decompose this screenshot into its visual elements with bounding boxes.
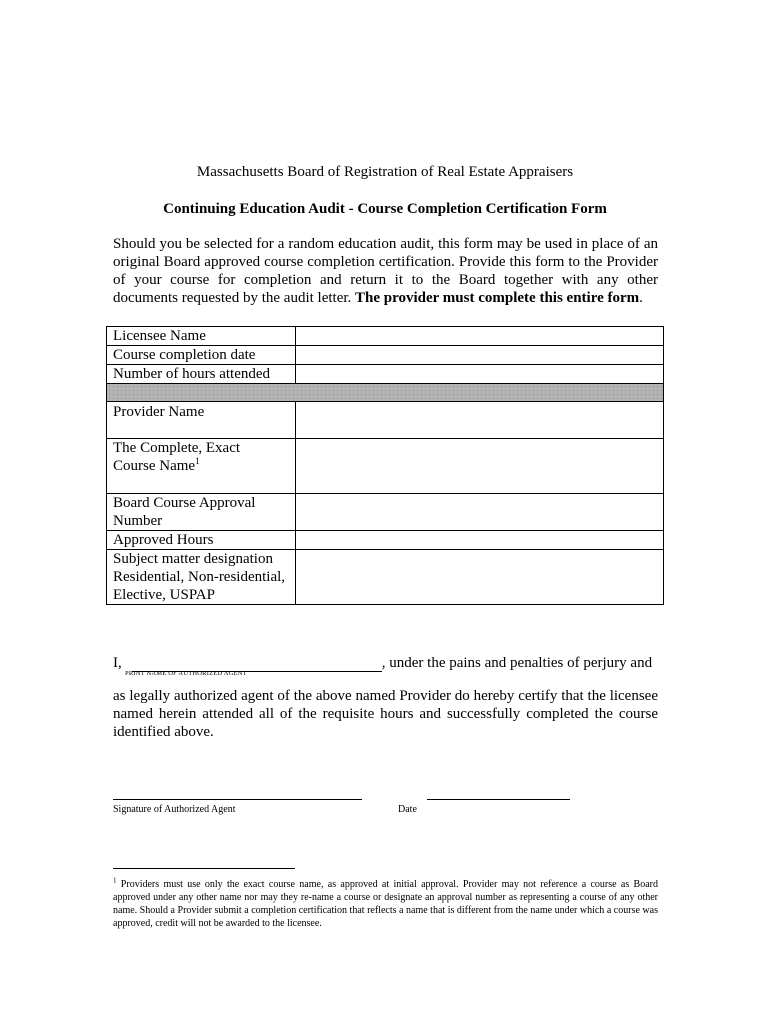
approval-number-line1: Board Course Approval [113, 495, 256, 511]
course-name-footnote-ref: 1 [195, 456, 200, 466]
intro-text: Should you be selected for a random education audit, this form may be used in place of an original Board approved course completion certification. Provide this form to the Provider of your course for completion and return it to the Board together with any other documents requested by the audit letter. [113, 236, 658, 306]
provider-name-field[interactable] [296, 402, 664, 439]
subject-line1: Subject matter designation [113, 551, 273, 567]
intro-paragraph [113, 235, 658, 307]
approval-number-field[interactable] [296, 494, 664, 531]
approval-number-label [107, 494, 296, 531]
licensee-name-field[interactable] [296, 327, 664, 346]
licensee-name-label: Licensee Name [107, 327, 296, 346]
certification-statement [113, 654, 658, 741]
intro-bold-text: The provider must complete this entire form [355, 290, 640, 306]
certification-after-blank: , under the pains and penalties of perjury and [381, 655, 653, 671]
completion-date-label: Course completion date [107, 346, 296, 365]
shaded-divider-row [107, 384, 664, 402]
print-name-caption: PRINT NAME OF AUTHORIZED AGENT [125, 670, 247, 677]
subject-matter-field[interactable] [296, 550, 664, 605]
course-name-line2: Course Name [113, 458, 196, 474]
table-row [107, 494, 664, 531]
course-name-line1: The Complete, Exact [113, 440, 241, 456]
provider-name-label [107, 402, 296, 439]
date-label: Date [398, 804, 417, 815]
provider-name-text: Provider Name [113, 404, 205, 420]
footnote-separator [113, 868, 295, 869]
table-row [107, 402, 664, 439]
signature-label: Signature of Authorized Agent [113, 804, 236, 815]
approved-hours-label: Approved Hours [107, 531, 296, 550]
footnote-text: Providers must use only the exact course name, as approved at initial approval. Provider may not reference a course as Board approved under any other name nor may they re-name a course or designate an approval number as representing a course of any other name. Should a Provider submit a completion certification that reflects a name that is different from the name under which a course was approved, credit will not be awarded to the licensee. [113, 879, 658, 929]
certification-body: as legally authorized agent of the above named Provider do hereby certify that the licensee named herein attended all of the requisite hours and successfully completed the course identified above. [113, 688, 658, 740]
table-row [107, 346, 664, 365]
certification-prefix: I, [113, 655, 122, 671]
organization-heading: Massachusetts Board of Registration of Real Estate Appraisers [196, 164, 574, 180]
footnote-marker: 1 [113, 876, 117, 885]
course-name-label [107, 439, 296, 494]
hours-attended-label: Number of hours attended [107, 365, 296, 384]
course-name-field[interactable] [296, 439, 664, 494]
course-info-table [106, 326, 664, 605]
table-row [107, 439, 664, 494]
subject-line3: Elective, USPAP [113, 587, 215, 603]
subject-line2: Residential, Non-residential, [113, 569, 286, 585]
signature-line[interactable] [113, 799, 362, 800]
approved-hours-field[interactable] [296, 531, 664, 550]
subject-matter-label [107, 550, 296, 605]
approval-number-line2: Number [113, 513, 163, 529]
shaded-divider [107, 384, 664, 402]
table-row [107, 327, 664, 346]
intro-end: . [639, 290, 643, 306]
footnote [113, 878, 658, 930]
form-title: Continuing Education Audit - Course Completion Certification Form [163, 201, 607, 217]
hours-attended-field[interactable] [296, 365, 664, 384]
table-row [107, 550, 664, 605]
table-row [107, 365, 664, 384]
course-name-line2-wrap [113, 457, 289, 475]
date-line[interactable] [427, 799, 570, 800]
table-row [107, 531, 664, 550]
completion-date-field[interactable] [296, 346, 664, 365]
